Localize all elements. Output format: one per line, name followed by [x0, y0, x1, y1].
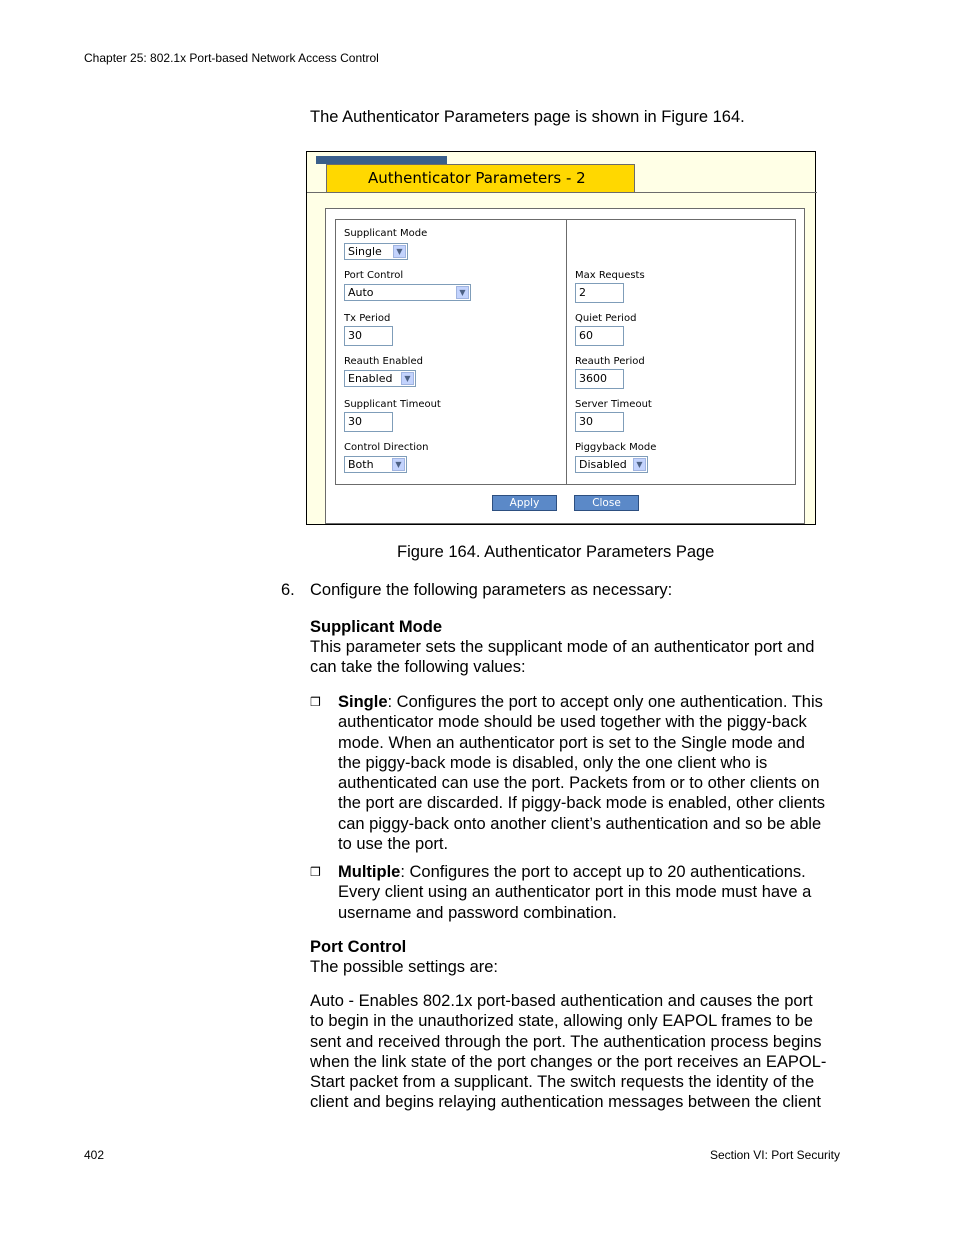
bullet-multiple — [338, 862, 858, 923]
supplicant-mode-heading: Supplicant Mode — [310, 618, 442, 636]
paragraph-line: This parameter sets the supplicant mode of an authenticator port and — [310, 638, 815, 656]
bullet-line: to use the port. — [338, 835, 449, 854]
port-control-value: Auto — [348, 286, 374, 299]
figure-authenticator-parameters — [306, 151, 816, 525]
chevron-down-icon: ▼ — [456, 286, 469, 299]
server-timeout-label: Server Timeout — [575, 399, 652, 410]
bullet-line: the port are discarded. If piggy-back mode is enabled, other clients — [338, 794, 826, 813]
supplicant-mode-select[interactable] — [344, 243, 408, 260]
close-button[interactable]: Close — [574, 495, 639, 511]
chevron-down-icon: ▼ — [393, 245, 406, 258]
reauth-enabled-label: Reauth Enabled — [344, 356, 423, 367]
supplicant-timeout-label: Supplicant Timeout — [344, 399, 441, 410]
apply-button[interactable]: Apply — [492, 495, 557, 511]
bullet-line: Every client using an authenticator port in this mode must have a — [338, 883, 812, 902]
server-timeout-input[interactable]: 30 — [575, 412, 624, 432]
bullet-line: the piggy-back mode is disabled, only the one client who is — [338, 753, 768, 772]
paragraph-line: Start packet from a supplicant. The switch requests the identity of the — [310, 1073, 815, 1092]
reauth-period-input[interactable]: 3600 — [575, 369, 624, 389]
reauth-period-label: Reauth Period — [575, 356, 645, 367]
piggyback-mode-value: Disabled — [579, 458, 627, 471]
tx-period-label: Tx Period — [344, 313, 391, 324]
tab-line — [307, 192, 817, 193]
piggyback-mode-label: Piggyback Mode — [575, 442, 657, 453]
intro-text: The Authenticator Parameters page is shown in Figure 164. — [310, 108, 745, 126]
reauth-enabled-value: Enabled — [348, 372, 393, 385]
port-control-select[interactable] — [344, 284, 471, 301]
bullet-line: can piggy-back onto another client’s authentication and so be able — [338, 814, 822, 833]
tab-strip — [316, 156, 447, 164]
port-control-label: Port Control — [344, 270, 404, 281]
chevron-down-icon: ▼ — [401, 372, 414, 385]
supplicant-mode-value: Single — [348, 245, 382, 258]
reauth-enabled-select[interactable] — [344, 370, 416, 387]
bullet-line: authenticator mode should be used together with the piggy-back — [338, 713, 807, 732]
supplicant-mode-label: Supplicant Mode — [344, 228, 428, 239]
tx-period-input[interactable]: 30 — [344, 326, 393, 346]
bullet-first-text: : Configures the port to accept only one authentication. This — [387, 693, 823, 711]
bullet-first-text: : Configures the port to accept up to 20 authentications. — [400, 863, 806, 881]
step-text: Configure the following parameters as necessary: — [310, 581, 673, 599]
section-footer: Section VI: Port Security — [709, 1148, 840, 1162]
paragraph-line: to begin in the unauthorized state, allowing only EAPOL frames to be — [310, 1012, 813, 1031]
supplicant-mode-paragraph — [310, 637, 814, 678]
checkbox-bullet-icon: ❒ — [310, 865, 321, 879]
chevron-down-icon: ▼ — [392, 458, 405, 471]
control-direction-label: Control Direction — [344, 442, 429, 453]
paragraph-line: sent and received through the port. The authentication process begins — [310, 1032, 822, 1051]
bullet-term: Single — [338, 693, 388, 711]
bullet-first-line — [338, 692, 858, 712]
bullet-single — [338, 692, 858, 854]
figure-caption: Figure 164. Authenticator Parameters Page — [397, 543, 715, 561]
control-direction-select[interactable] — [344, 456, 407, 473]
step-number: 6. — [281, 581, 295, 599]
page-number: 402 — [84, 1148, 105, 1162]
control-direction-value: Both — [348, 458, 374, 471]
column-divider — [566, 220, 567, 484]
bullet-first-line — [338, 862, 858, 882]
paragraph-line: can take the following values: — [310, 658, 526, 677]
form-box — [335, 219, 796, 485]
port-control-paragraph — [310, 991, 850, 1113]
max-requests-input[interactable]: 2 — [575, 283, 624, 303]
bullet-line: username and password combination. — [338, 903, 617, 922]
quiet-period-input[interactable]: 60 — [575, 326, 624, 346]
max-requests-label: Max Requests — [575, 270, 645, 281]
bullet-line: authenticated can use the port. Packets from or to other clients on — [338, 774, 820, 793]
checkbox-bullet-icon: ❒ — [310, 695, 321, 709]
chevron-down-icon: ▼ — [633, 458, 646, 471]
port-control-heading: Port Control — [310, 938, 407, 956]
bullet-term: Multiple — [338, 863, 401, 881]
form-panel — [325, 208, 805, 524]
paragraph-line: when the link state of the port changes or the port receives an EAPOL- — [310, 1052, 827, 1071]
figure-title: Authenticator Parameters - 2 — [326, 164, 635, 192]
bullet-line: mode. When an authenticator port is set to the Single mode and — [338, 733, 805, 752]
chapter-header: Chapter 25: 802.1x Port-based Network Access Control — [84, 51, 379, 65]
supplicant-timeout-input[interactable]: 30 — [344, 412, 393, 432]
quiet-period-label: Quiet Period — [575, 313, 637, 324]
paragraph-line: client and begins relaying authentication messages between the client — [310, 1093, 821, 1112]
port-control-subtext: The possible settings are: — [310, 958, 499, 976]
paragraph-line: Auto - Enables 802.1x port-based authentication and causes the port — [310, 992, 813, 1010]
piggyback-mode-select[interactable] — [575, 456, 648, 473]
